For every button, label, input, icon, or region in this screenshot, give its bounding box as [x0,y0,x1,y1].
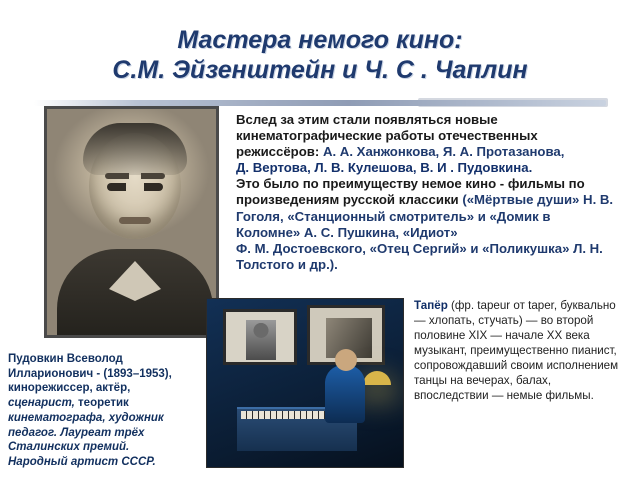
caption-roles-1: кинорежиссер, актёр, [8,382,131,395]
main-paragraph-4: Ф. М. Достоевского, «Отец Сергий» и «Поликушка» Л. Н. Толстого и др.). [236,240,603,272]
title-line-1: Мастера немого кино: [177,26,463,54]
taper-definition [414,298,622,403]
portrait-eyes [107,183,163,191]
caption-roles-2-italic: сценарист, [8,397,75,410]
main-paragraph-2: Д. Вертова, Л. В. Кулешова, В. И . Пудовкина. [236,160,533,176]
main-paragraph-3 [236,176,618,240]
main-text-1-blue: А. А. Ханжонкова, Я. А. Протазанова, [322,144,565,160]
scene-poster-figure [246,320,276,360]
portrait-brows [105,173,165,179]
main-text-block [236,112,618,273]
portrait-caption [8,352,198,470]
main-text-1-black: Вслед за этим стали появляться новые кинематографические работы отечественных режиссёров: [236,112,538,160]
title-line-2: С.М. Эйзенштейн и Ч. С . Чаплин [112,55,528,84]
main-text-3-blue: («Мёртвые души» Н. В. Гоголя, «Станционный смотритель» и «Домик в Коломне» А. С. Пушкина, «Идиот» [236,192,614,240]
main-paragraph-1 [236,112,618,160]
pianist-head [335,349,357,371]
caption-roles-2-rest: теоретик [74,397,129,410]
scene-poster-left [223,309,297,365]
taper-term: Тапёр [414,299,448,312]
portrait-hair [83,123,187,175]
caption-roles-4: педагог. Лауреат трёх [8,426,145,439]
main-text-3-black: Это было по преимуществу немое кино - фильмы по произведениям русской классики [236,176,585,208]
portrait-mouth [119,217,151,224]
caption-roles-2-wrap [8,396,198,411]
pianist-body [325,365,365,423]
caption-roles-6: Народный артист СССР. [8,456,156,469]
caption-name: Пудовкин Всеволод Илларионович [8,353,123,380]
portrait-image-pudovkin [44,106,219,338]
cinema-scene-image [206,298,404,468]
caption-roles-5: Сталинских премий. [8,441,130,454]
taper-body: (фр. tapeur от taper, буквально — хлопать, стучать) — во второй половине XIX — начале XX века музыкант, преимущественно пианист, сопровождавший своим исполнением танцы на вечерах, балах, впоследствии — немые фильмы. [414,299,619,403]
caption-dates: - (1893–1953), [93,367,172,380]
page-title [28,26,612,85]
caption-roles-3: кинематографа, художник [8,411,164,424]
